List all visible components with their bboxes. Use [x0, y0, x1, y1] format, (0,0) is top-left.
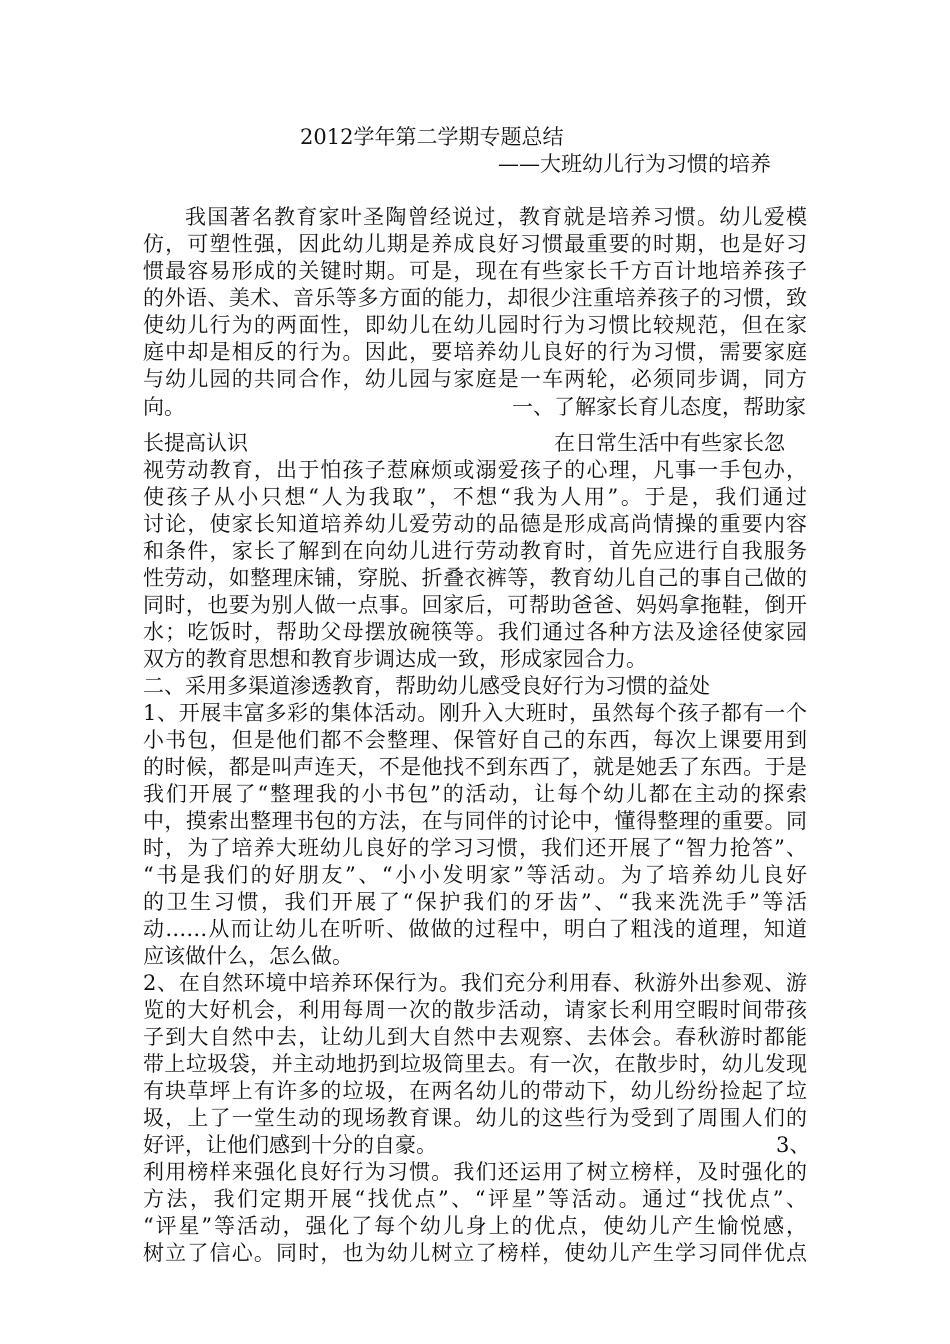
paragraph-line: 应该做什么，怎么做。: [143, 944, 353, 968]
paragraph-line: 使孩子从小只想“人为我取”，不想“我为人用”。于是，我们通过: [143, 485, 807, 509]
paragraph-line: 我们开展了“整理我的小书包”的活动，让每个幼儿都在主动的探索: [143, 782, 807, 806]
paragraph-line: “评星”等活动，强化了每个幼儿身上的优点，使幼儿产生愉悦感，: [143, 1214, 807, 1238]
paragraph-line: 方法，我们定期开展“找优点”、“评星”等活动。通过“找优点”、: [143, 1187, 807, 1211]
paragraph-line: 我国著名教育家叶圣陶曾经说过，教育就是培养习惯。幼儿爱模: [185, 205, 807, 229]
paragraph-line: 在日常生活中有些家长忽: [554, 431, 785, 455]
paragraph-line: 的外语、美术、音乐等多方面的能力，却很少注重培养孩子的习惯，致: [143, 286, 807, 310]
section-heading-2: 二、采用多渠道渗透教育，帮助幼儿感受良好行为习惯的益处: [143, 674, 710, 698]
paragraph-line: 的卫生习惯，我们开展了“保护我们的牙齿”、“我来洗洗手”等活: [143, 890, 807, 914]
paragraph-line: 水；吃饭时，帮助父母摆放碗筷等。我们通过各种方法及途径使家园: [143, 620, 807, 644]
paragraph-line: 利用榜样来强化良好行为习惯。我们还运用了树立榜样，及时强化的: [143, 1160, 807, 1184]
paragraph-line: 1、开展丰富多彩的集体活动。刚升入大班时，虽然每个孩子都有一个: [143, 701, 807, 725]
paragraph-line: 时，为了培养大班幼儿良好的学习习惯，我们还开展了“智力抢答”、: [143, 836, 807, 860]
paragraph-line-end: 向。: [143, 395, 185, 419]
paragraph-line: 2、在自然环境中培养环保行为。我们充分利用春、秋游外出参观、游: [143, 971, 807, 995]
paragraph-line: 仿，可塑性强，因此幼儿期是养成良好习惯最重要的时期，也是好习: [143, 232, 807, 256]
paragraph-line: 圾，上了一堂生动的现场教育课。幼儿的这些行为受到了周围人们的: [143, 1106, 807, 1130]
paragraph-line: “书是我们的好朋友”、“小小发明家”等活动。为了培养幼儿良好: [143, 863, 807, 887]
paragraph-line: 树立了信心。同时，也为幼儿树立了榜样，使幼儿产生学习同伴优点: [143, 1241, 807, 1265]
paragraph-line: 与幼儿园的共同合作，幼儿园与家庭是一车两轮，必须同步调，同方: [143, 367, 807, 391]
paragraph-line: 视劳动教育，出于怕孩子惹麻烦或溺爱孩子的心理，凡事一手包办，: [143, 458, 807, 482]
paragraph-line: 惯最容易形成的关键时期。可是，现在有些家长千方百计地培养孩子: [143, 259, 807, 283]
paragraph-line-end: 好评，让他们感到十分的自豪。: [143, 1133, 437, 1157]
paragraph-line: 庭中却是相反的行为。因此，要培养幼儿良好的行为习惯，需要家庭: [143, 340, 807, 364]
paragraph-line: 带上垃圾袋，并主动地扔到垃圾筒里去。有一次，在散步时，幼儿发现: [143, 1052, 807, 1076]
paragraph-line: 使幼儿行为的两面性，即幼儿在幼儿园时行为习惯比较规范，但在家: [143, 313, 807, 337]
paragraph-line: 中，摸索出整理书包的方法，在与同伴的讨论中，懂得整理的重要。同: [143, 809, 807, 833]
paragraph-line: 同时，也要为别人做一点事。回家后，可帮助爸爸、妈妈拿拖鞋，倒开: [143, 593, 807, 617]
paragraph-line: 和条件，家长了解到在向幼儿进行劳动教育时，首先应进行自我服务: [143, 539, 807, 563]
paragraph-line: 的时候，都是叫声连天，不是他找不到东西了，就是她丢了东西。于是: [143, 755, 807, 779]
paragraph-line: 讨论，使家长知道培养幼儿爱劳动的品德是形成高尚情操的重要内容: [143, 512, 807, 536]
section-number-3: 3、: [776, 1133, 811, 1157]
paragraph-line: 性劳动，如整理床铺，穿脱、折叠衣裤等，教育幼儿自己的事自己做的: [143, 566, 807, 590]
paragraph-line: 双方的教育思想和教育步调达成一致，形成家园合力。: [143, 647, 647, 671]
paragraph-line: 有块草坪上有许多的垃圾，在两名幼儿的带动下，幼儿纷纷捡起了垃: [143, 1079, 807, 1103]
paragraph-line: 览的大好机会，利用每周一次的散步活动，请家长利用空暇时间带孩: [143, 998, 807, 1022]
section-heading-1-part2: 长提高认识: [143, 431, 248, 455]
paragraph-line: 子到大自然中去，让幼儿到大自然中去观察、去体会。春秋游时都能: [143, 1025, 807, 1049]
section-heading-1-part1: 一、了解家长育儿态度，帮助家: [512, 395, 806, 419]
document-subtitle: ——大班幼儿行为习惯的培养: [498, 152, 771, 176]
paragraph-line: 小书包，但是他们都不会整理、保管好自己的东西，每次上课要用到: [143, 728, 807, 752]
document-title: 2012学年第二学期专题总结: [300, 125, 564, 149]
paragraph-line: 动……从而让幼儿在听听、做做的过程中，明白了粗浅的道理，知道: [143, 917, 807, 941]
